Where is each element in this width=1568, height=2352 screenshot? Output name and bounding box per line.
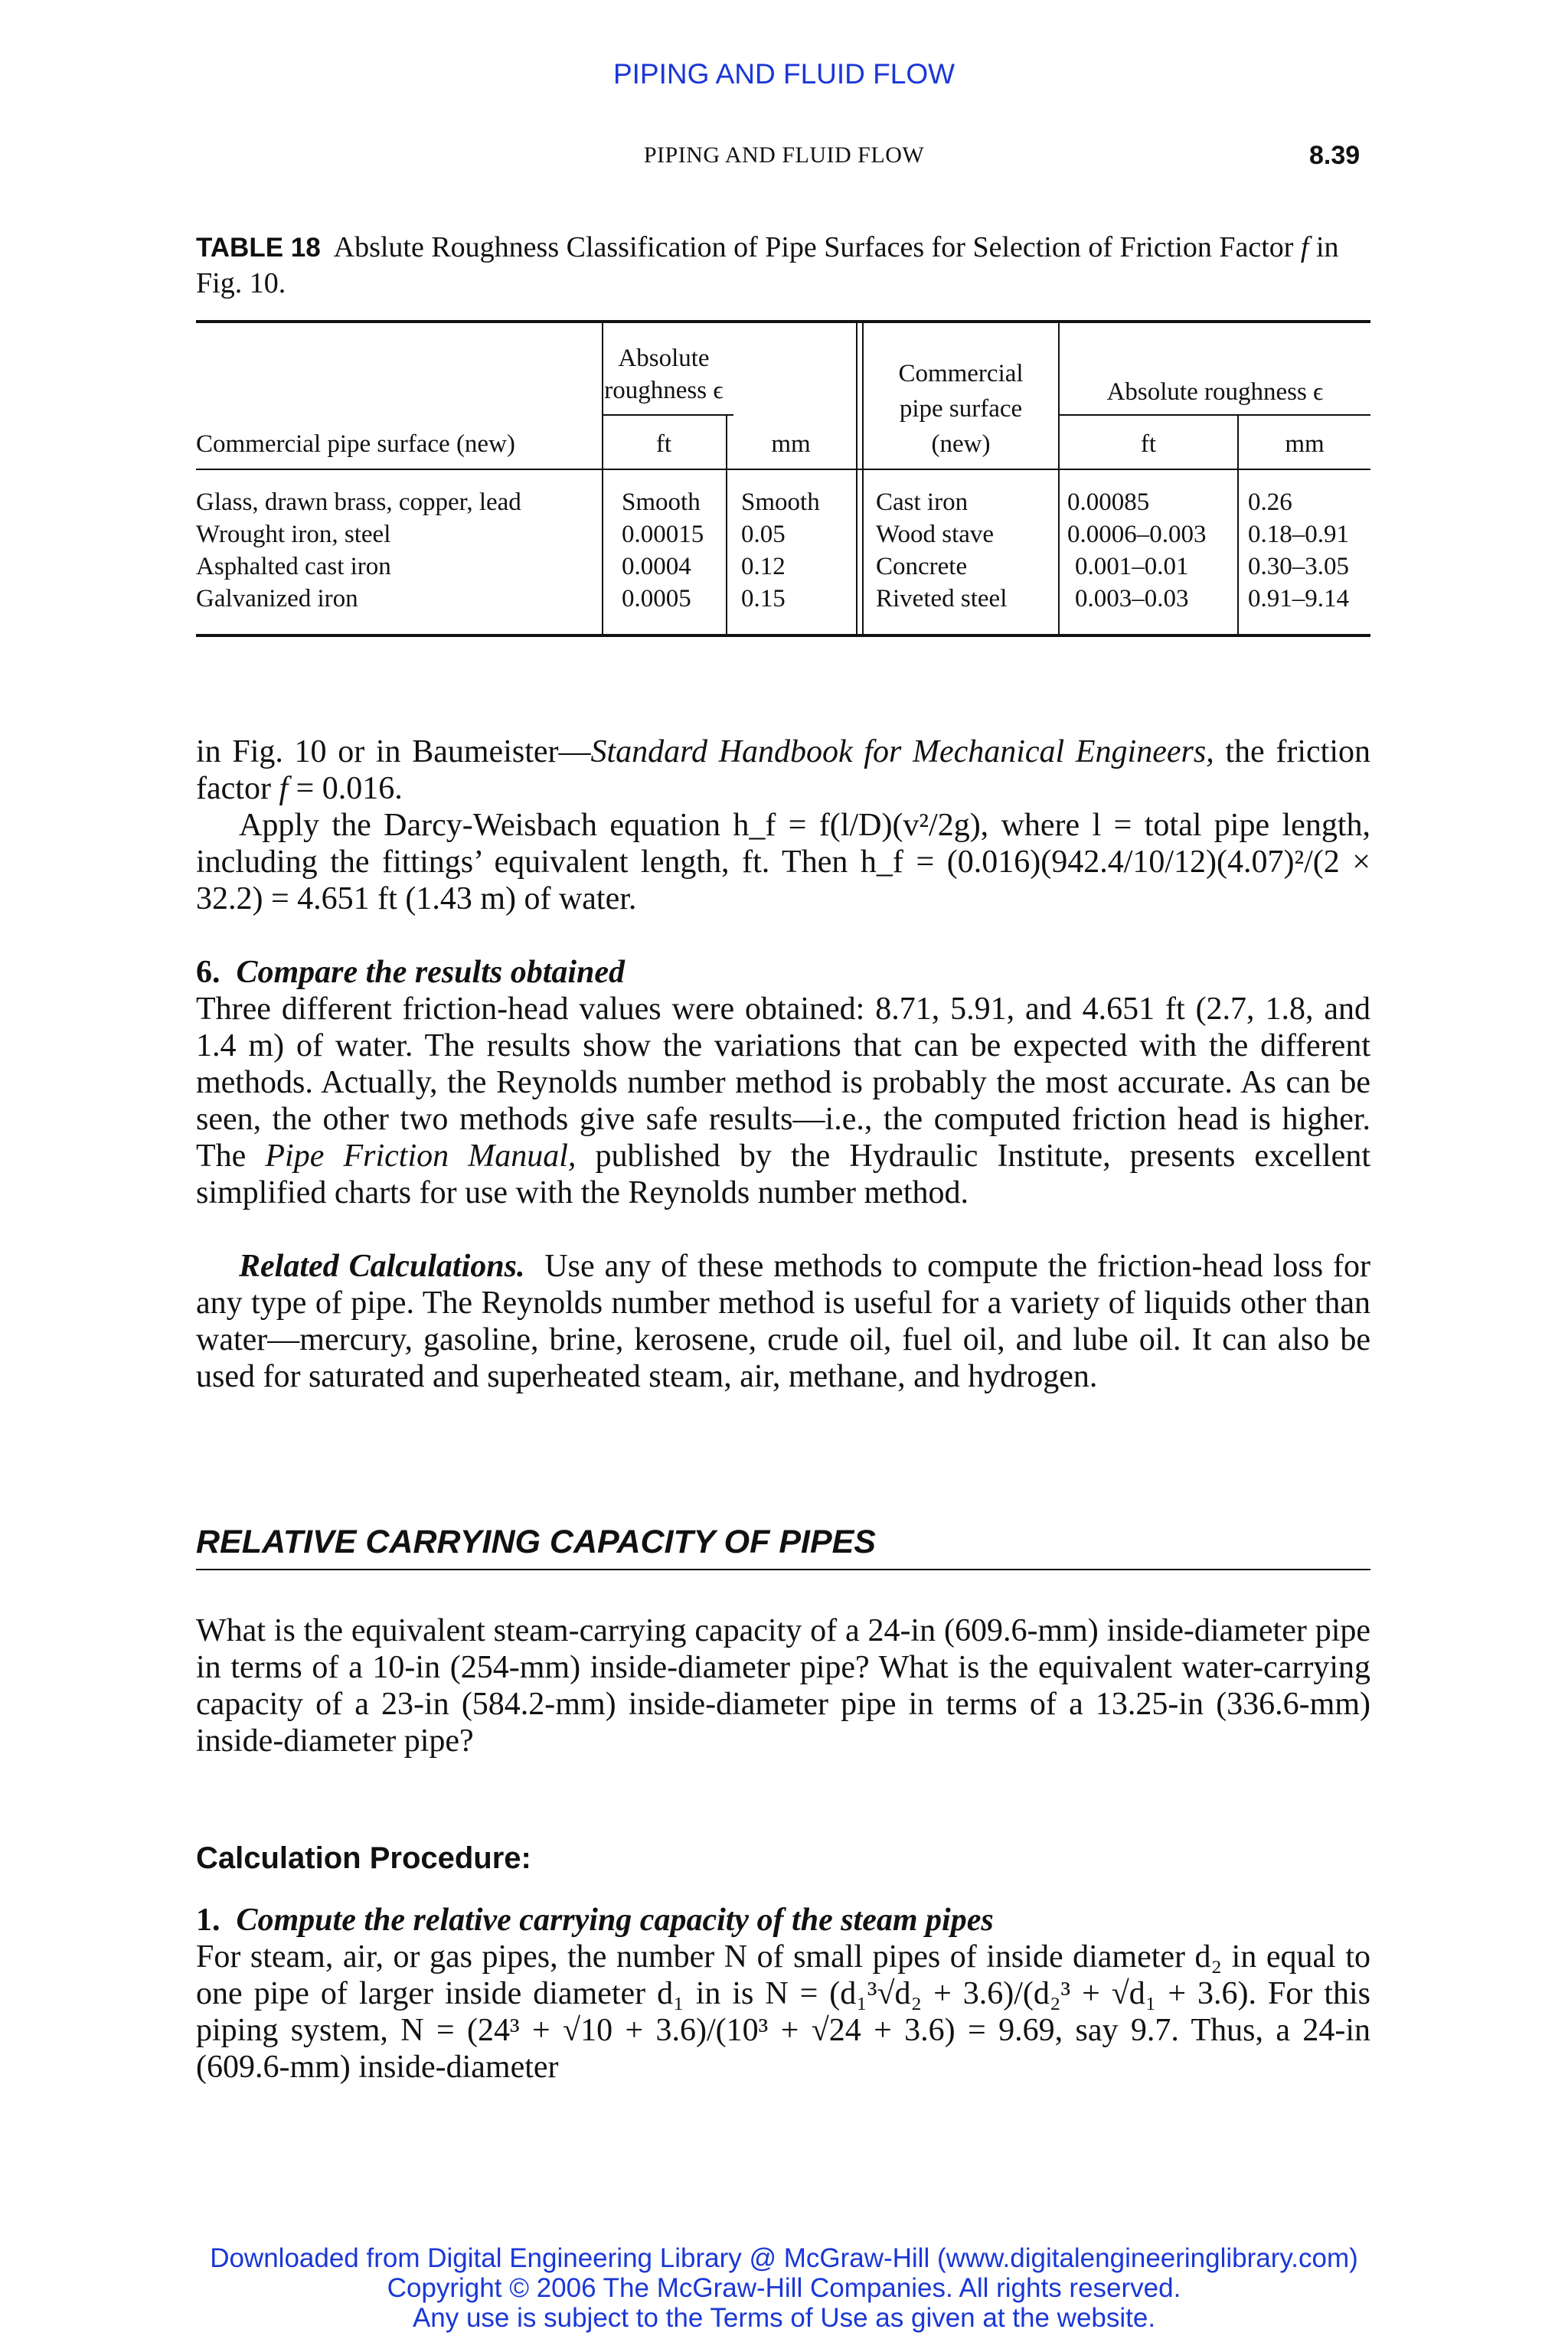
table-cell: 0.91–9.14 [1248,585,1349,612]
footer-copyright: Copyright © 2006 The McGraw-Hill Companies. All rights reserved. [387,2273,1181,2303]
table-label: TABLE 18 [196,233,321,263]
header-abs-left-2: roughness ϵ [604,377,724,404]
running-head: PIPING AND FLUID FLOW [643,142,925,168]
table-cell: Riveted steel [876,585,1008,612]
table-cell: 0.30–3.05 [1248,553,1349,580]
para1-text-c: = 0.016. [288,771,403,806]
related-calculations [196,1248,1370,1395]
para1-italic-title: Standard Handbook for Mechanical Engineers, [590,734,1214,769]
para1-text-b: the friction factor [196,734,1370,806]
header-mm-left: mm [771,430,811,458]
table-caption-tail: in Fig. 10. [196,231,1339,299]
step1-title: Compute the relative carrying capacity of the steam pipes [236,1903,994,1938]
table-cell: Galvanized iron [196,585,358,612]
para1-var: f [279,771,289,806]
section-rule [196,1569,1370,1570]
step6-text-b: published by the Hydraulic Institute, presents excellent simplified charts for use with the Reynolds number method. [196,1138,1370,1210]
header-mm-right: mm [1285,430,1325,458]
related-label: Related Calculations. [239,1249,525,1284]
roughness-table [196,320,1370,642]
step1-text: For steam, air, or gas pipes, the number N of small pipes of inside diameter d₂ in equal to one pipe of larger inside diameter d₁ in is N = (d₁³√d₂ + 3.6)/(d₂³ + √d₁ + 3.6). For this piping system, N = (24³ + √10 + 3.6)/(10³ + √24 + 3.6) = 9.69, say 9.7. Thus, a 24-in (609.6-mm) inside-diameter [196,1939,1370,2085]
table-cell: 0.0006–0.003 [1067,521,1207,548]
table-cell: 0.18–0.91 [1248,521,1349,548]
table-cell: 0.00085 [1067,488,1150,516]
step6-heading [196,954,1370,991]
problem-statement: What is the equivalent steam-carrying capacity of a 24-in (609.6-mm) inside-diameter pipe in terms of a 10-in (254-mm) inside-diameter pipe? What is the equivalent water-carrying capacity of a 23-in (584.2-mm) inside-diameter pipe in terms of a 13.25-in (336.6-mm) inside-diameter pipe? [196,1613,1370,1759]
related-text: Use any of these methods to compute the friction-head loss for any type of pipe. The Reynolds number method is useful for a variety of liquids other than water—mercury, gasoline, brine, kerosene, crude oil, fuel oil, and lube oil. It can also be used for saturated and superheated steam, air, methane, and hydrogen. [196,1249,1371,1394]
table-cell: Wrought iron, steel [196,521,391,548]
table-cell: Smooth [622,488,701,516]
banner-title: PIPING AND FLUID FLOW [612,58,956,90]
table-caption [196,230,1375,301]
table-cell: 0.12 [741,553,786,580]
step1-number: 1. [196,1903,220,1938]
table-cell: 0.15 [741,585,786,612]
header-surface-left: Commercial pipe surface (new) [196,430,515,458]
table-cell: Cast iron [876,488,969,516]
step1-heading [196,1902,1370,1939]
header-surface-right-3: (new) [931,430,991,458]
table-cell: Concrete [876,553,968,580]
section-title: RELATIVE CARRYING CAPACITY OF PIPES [196,1524,876,1560]
table-cell: Wood stave [876,521,995,548]
step6-number: 6. [196,955,220,990]
header-surface-right-1: Commercial [898,360,1024,387]
header-abs-left-1: Absolute [618,345,710,372]
footer [0,2243,1568,2333]
table-cell: 0.00015 [622,521,704,548]
procedure-heading: Calculation Procedure: [196,1841,531,1875]
table-caption-text: Abslute Roughness Classification of Pipe Surfaces for Selection of Friction Factor [333,231,1294,263]
paragraph-friction-factor [196,733,1370,807]
step6-text-a: Three different friction-head values were obtained: 8.71, 5.91, and 4.651 ft (2.7, 1.8, and 1.4 m) of water. The results show the variations that can be expected with the different methods. Actually, the Reynolds number method is probably the most accurate. As can be seen, the other two methods give safe results—i.e., the computed friction head is higher. The [196,991,1370,1174]
table-cell: 0.05 [741,521,786,548]
header-ft-left: ft [655,430,672,458]
page-number: 8.39 [1309,141,1361,170]
table-cell: 0.0005 [622,585,691,612]
table-cell: Glass, drawn brass, copper, lead [196,488,521,516]
step6-italic: Pipe Friction Manual, [265,1138,577,1174]
table-cell: 0.001–0.01 [1075,553,1189,580]
table-cell: Asphalted cast iron [196,553,391,580]
table-caption-var: f [1300,231,1309,263]
table-cell: 0.0004 [622,553,691,580]
header-abs-right: Absolute roughness ϵ [1106,378,1324,406]
step6-text [196,991,1370,1211]
header-surface-right-2: pipe surface [899,395,1023,423]
table-cell: 0.003–0.03 [1075,585,1189,612]
table-cell: 0.26 [1248,488,1292,516]
step6-title: Compare the results obtained [236,955,626,990]
table-cell: Smooth [741,488,820,516]
paragraph-darcy: Apply the Darcy-Weisbach equation h_f = f(l/D)(v²/2g), where l = total pipe length, including the fittings’ equivalent length, ft. Then h_f = (0.016)(942.4/10/12)(4.07)²/(2 × 32.2) = 4.651 ft (1.43 m) of water. [196,808,1370,916]
header-ft-right: ft [1140,430,1157,458]
footer-terms: Any use is subject to the Terms of Use as given at the website. [412,2303,1156,2333]
para1-text-a: in Fig. 10 or in Baumeister— [196,734,591,769]
footer-download-link[interactable]: Downloaded from Digital Engineering Library @ McGraw-Hill (www.digitalengineeringlibrary.com) [210,2243,1358,2273]
